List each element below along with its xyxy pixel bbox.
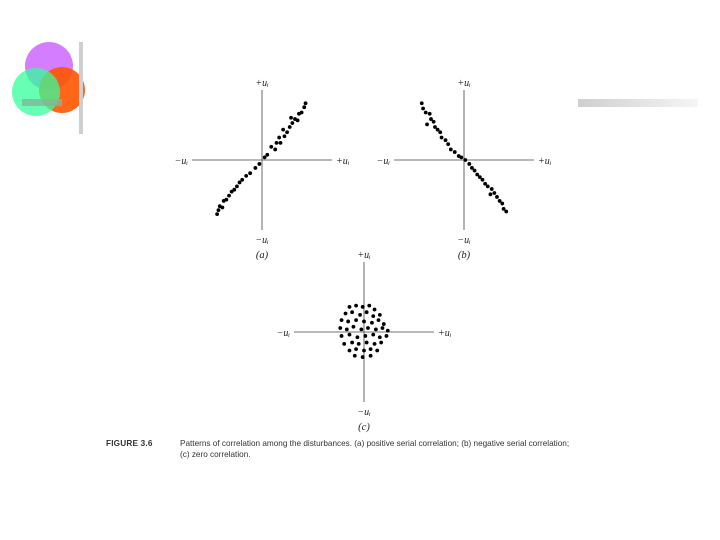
scatter-point bbox=[273, 148, 277, 152]
axis-label-bottom: −uᵢ bbox=[255, 235, 269, 246]
axis-label-left: −uᵢ bbox=[276, 328, 290, 339]
scatter-point bbox=[359, 327, 363, 331]
scatter-point bbox=[438, 130, 442, 134]
scatter-point bbox=[373, 308, 377, 312]
scatter-point bbox=[369, 347, 373, 351]
scatter-point bbox=[217, 208, 221, 212]
scatter-point bbox=[257, 162, 261, 166]
axis-label-bottom: −uᵢ bbox=[357, 407, 371, 418]
scatter-point bbox=[373, 342, 377, 346]
scatter-point bbox=[275, 141, 279, 145]
axis-label-top: +uᵢ bbox=[357, 250, 371, 261]
scatter-point bbox=[350, 341, 354, 345]
scatter-point bbox=[495, 195, 499, 199]
scatter-point bbox=[304, 101, 308, 105]
scatter-point bbox=[378, 313, 382, 317]
scatter-point bbox=[302, 105, 306, 109]
scatter-point bbox=[365, 341, 369, 345]
scatter-point bbox=[489, 192, 493, 196]
scatter-point bbox=[363, 334, 367, 338]
logo-stripe bbox=[22, 99, 62, 106]
slide-logo-decoration bbox=[0, 0, 120, 140]
scatter-point bbox=[425, 122, 429, 126]
scatter-point bbox=[385, 334, 389, 338]
scatter-point bbox=[348, 349, 352, 353]
scatter-point bbox=[467, 162, 471, 166]
scatter-point bbox=[352, 325, 356, 329]
scatter-point bbox=[342, 342, 346, 346]
scatter-point bbox=[378, 335, 382, 339]
scatter-point bbox=[369, 354, 373, 358]
scatter-point bbox=[446, 142, 450, 146]
scatter-point bbox=[371, 314, 375, 318]
axis-label-left: −uᵢ bbox=[376, 156, 390, 167]
scatter-point bbox=[244, 174, 248, 178]
scatter-point bbox=[348, 333, 352, 337]
scatter-point bbox=[361, 355, 365, 359]
scatter-point bbox=[221, 206, 225, 210]
scatter-point bbox=[365, 310, 369, 314]
axis-label-top: +uᵢ bbox=[457, 78, 471, 89]
scatter-point bbox=[265, 153, 269, 157]
scatter-point bbox=[421, 107, 425, 111]
scatter-point bbox=[444, 138, 448, 142]
scatter-point bbox=[240, 178, 244, 182]
scatter-point bbox=[345, 327, 349, 331]
scatter-point bbox=[367, 304, 371, 308]
figure-label: FIGURE 3.6 bbox=[106, 439, 153, 448]
scatter-point bbox=[232, 188, 236, 192]
caption-text: Patterns of correlation among the disturbances. (a) positive serial correlation; (b) negative serial correlation; (c) zero correlation. bbox=[180, 439, 570, 459]
scatter-panel-a bbox=[170, 80, 360, 260]
scatter-point bbox=[371, 333, 375, 337]
scatter-point bbox=[285, 130, 289, 134]
scatter-point bbox=[486, 185, 490, 189]
scatter-point bbox=[463, 158, 467, 162]
scatter-point bbox=[340, 334, 344, 338]
scatter-point bbox=[338, 326, 342, 330]
scatter-point bbox=[350, 310, 354, 314]
scatter-point bbox=[428, 112, 432, 116]
scatter-point bbox=[288, 125, 292, 129]
scatter-point bbox=[362, 349, 366, 353]
scatter-point bbox=[377, 318, 381, 322]
axis-label-top: +uᵢ bbox=[255, 78, 269, 89]
scatter-panel-c bbox=[272, 252, 462, 432]
scatter-point bbox=[382, 322, 386, 326]
scatter-point bbox=[375, 349, 379, 353]
header-gradient-bar bbox=[578, 99, 698, 107]
scatter-point bbox=[254, 166, 258, 170]
axis-label-left: −uᵢ bbox=[174, 156, 188, 167]
scatter-point bbox=[473, 169, 477, 173]
scatter-point bbox=[296, 119, 300, 123]
vertical-bar bbox=[79, 42, 83, 134]
scatter-point bbox=[432, 120, 436, 124]
scatter-point bbox=[420, 101, 424, 105]
scatter-point bbox=[277, 136, 281, 140]
scatter-point bbox=[269, 145, 273, 149]
scatter-point bbox=[235, 185, 239, 189]
axis-label-right: +uᵢ bbox=[438, 328, 452, 339]
panel-label: (a) bbox=[255, 250, 269, 261]
scatter-point bbox=[481, 178, 485, 182]
scatter-point bbox=[281, 128, 285, 132]
scatter-point bbox=[449, 148, 453, 152]
scatter-point bbox=[248, 171, 252, 175]
scatter-point bbox=[224, 198, 228, 202]
scatter-point bbox=[358, 313, 362, 317]
scatter-point bbox=[346, 320, 350, 324]
scatter-point bbox=[215, 212, 219, 216]
scatter-point bbox=[354, 304, 358, 308]
scatter-point bbox=[374, 327, 378, 331]
panel-label: (b) bbox=[457, 250, 471, 261]
axis-label-right: +uᵢ bbox=[538, 156, 552, 167]
scatter-point bbox=[340, 318, 344, 322]
scatter-point bbox=[344, 312, 348, 316]
scatter-point bbox=[353, 354, 357, 358]
scatter-point bbox=[366, 326, 370, 330]
scatter-point bbox=[356, 335, 360, 339]
scatter-point bbox=[500, 202, 504, 206]
scatter-point bbox=[453, 150, 457, 154]
scatter-point bbox=[283, 134, 287, 138]
scatter-point bbox=[279, 141, 283, 145]
scatter-point bbox=[490, 187, 494, 191]
scatter-point bbox=[348, 305, 352, 309]
panel-label: (c) bbox=[358, 422, 370, 433]
scatter-point bbox=[379, 341, 383, 345]
scatter-point bbox=[424, 111, 428, 115]
axis-label-right: +uᵢ bbox=[336, 156, 350, 167]
scatter-point bbox=[357, 342, 361, 346]
scatter-point bbox=[381, 326, 385, 330]
scatter-point bbox=[290, 121, 294, 125]
scatter-point bbox=[386, 329, 390, 333]
axis-label-bottom: −uᵢ bbox=[457, 235, 471, 246]
scatter-point bbox=[354, 347, 358, 351]
scatter-point bbox=[459, 155, 463, 159]
scatter-panel-b bbox=[372, 80, 562, 260]
scatter-point bbox=[300, 111, 304, 115]
scatter-point bbox=[492, 191, 496, 195]
scatter-point bbox=[440, 136, 444, 140]
scatter-point bbox=[227, 194, 231, 198]
scatter-point bbox=[504, 210, 508, 214]
scatter-point bbox=[354, 318, 358, 322]
scatter-point bbox=[361, 305, 365, 309]
scatter-point bbox=[370, 321, 374, 325]
scatter-point bbox=[289, 116, 293, 120]
scatter-point bbox=[362, 320, 366, 324]
green-circle bbox=[12, 68, 60, 116]
